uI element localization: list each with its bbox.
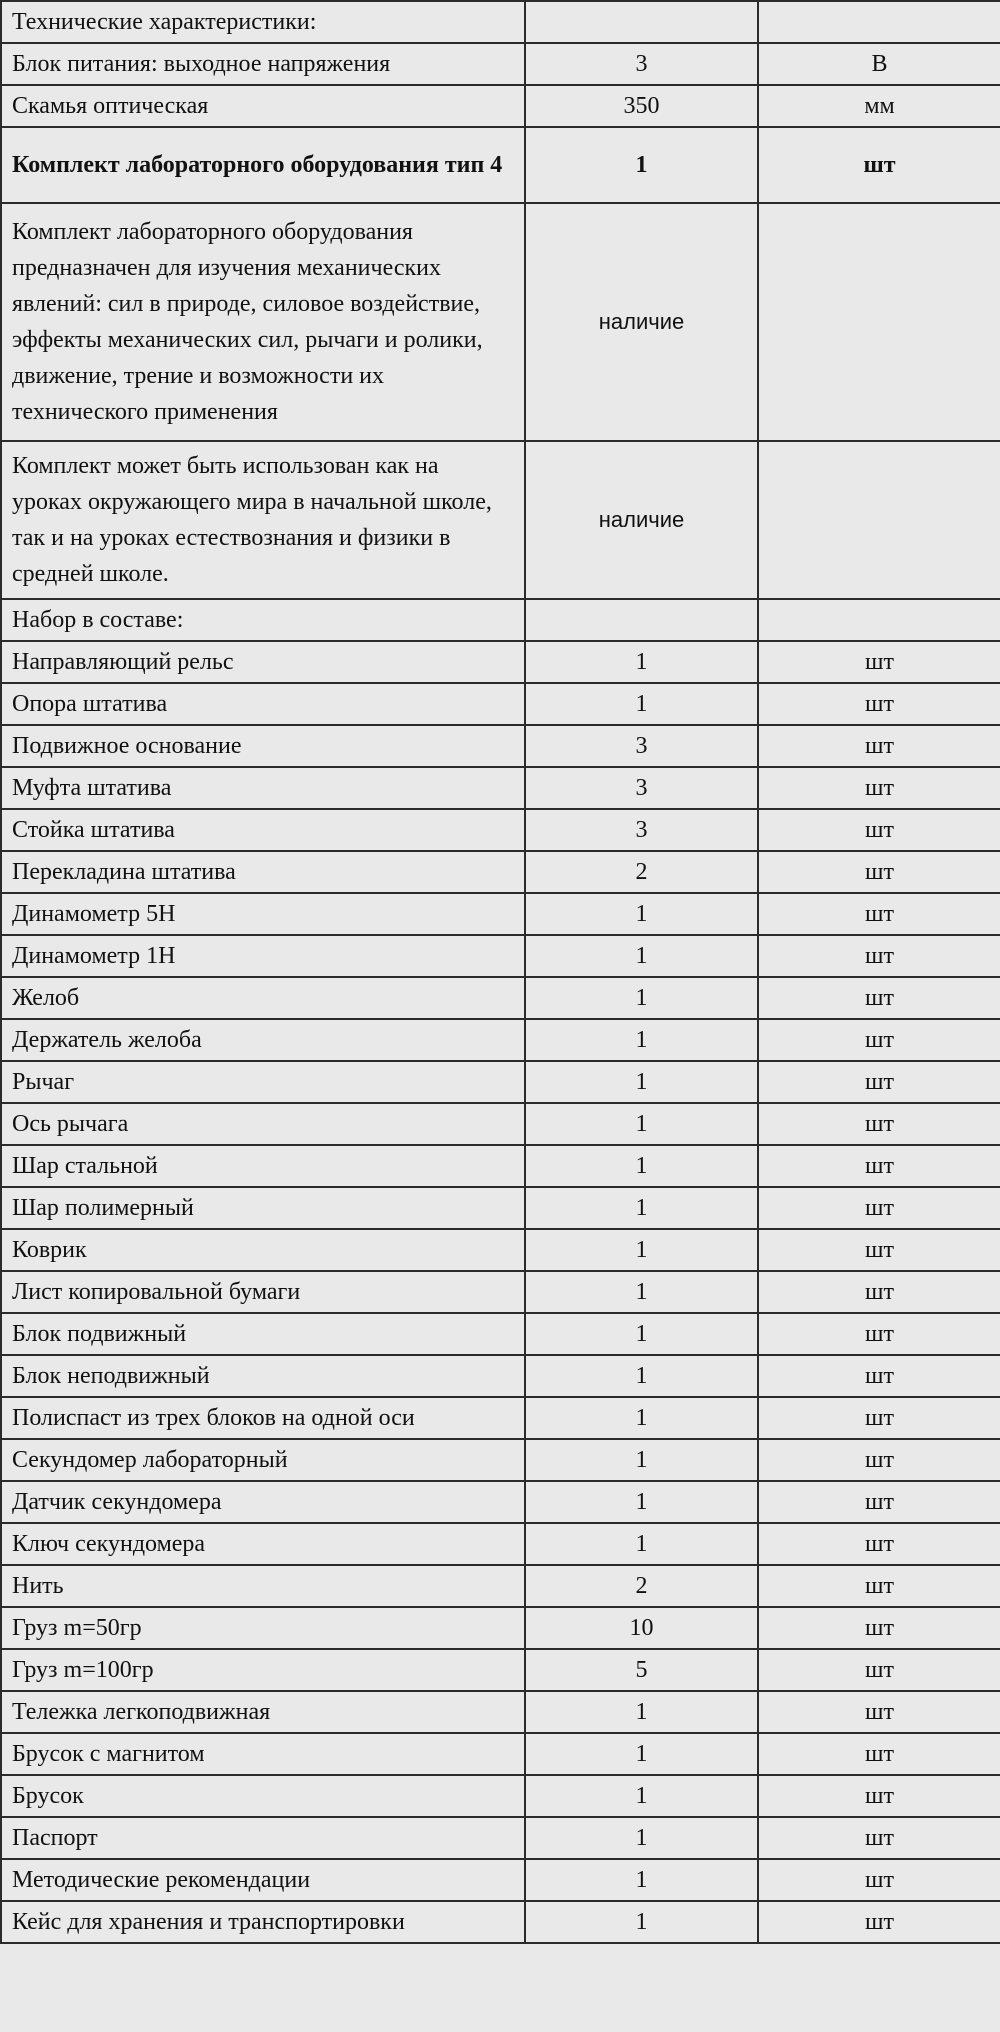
quantity-cell: 1 [525, 1523, 758, 1565]
table-row [1, 1733, 1000, 1775]
table-row [1, 1103, 1000, 1145]
unit-cell: шт [758, 725, 1000, 767]
item-name-cell: Желоб [1, 977, 525, 1019]
unit-cell: шт [758, 1397, 1000, 1439]
unit-cell [758, 599, 1000, 641]
unit-cell: шт [758, 893, 1000, 935]
item-name-cell: Нить [1, 1565, 525, 1607]
quantity-cell: 1 [525, 1901, 758, 1943]
table-row [1, 1523, 1000, 1565]
table-row [1, 1439, 1000, 1481]
unit-cell: шт [758, 1481, 1000, 1523]
item-name-cell: Направляющий рельс [1, 641, 525, 683]
item-name-cell: Груз m=100гр [1, 1649, 525, 1691]
item-name-cell: Ключ секундомера [1, 1523, 525, 1565]
unit-cell: шт [758, 851, 1000, 893]
unit-cell: шт [758, 1565, 1000, 1607]
item-name-cell: Блок питания: выходное напряжения [1, 43, 525, 85]
table-row [1, 1397, 1000, 1439]
unit-cell: шт [758, 977, 1000, 1019]
quantity-cell: 3 [525, 43, 758, 85]
item-name-cell: Подвижное основание [1, 725, 525, 767]
table-row [1, 725, 1000, 767]
item-name-cell: Опора штатива [1, 683, 525, 725]
quantity-cell: 1 [525, 1229, 758, 1271]
quantity-cell: 1 [525, 1859, 758, 1901]
table-row [1, 1607, 1000, 1649]
quantity-cell: 1 [525, 1019, 758, 1061]
quantity-cell: 1 [525, 1775, 758, 1817]
unit-cell: шт [758, 1649, 1000, 1691]
table-row [1, 43, 1000, 85]
item-name-cell: Динамометр 5Н [1, 893, 525, 935]
quantity-cell: 3 [525, 725, 758, 767]
table-row [1, 1019, 1000, 1061]
item-name-cell: Комплект лабораторного оборудования тип 4 [1, 127, 525, 203]
quantity-cell: 1 [525, 1397, 758, 1439]
table-row [1, 1649, 1000, 1691]
quantity-cell: 1 [525, 1355, 758, 1397]
quantity-cell: 1 [525, 1313, 758, 1355]
item-name-cell: Секундомер лабораторный [1, 1439, 525, 1481]
table-row [1, 809, 1000, 851]
table-row [1, 1481, 1000, 1523]
table-row [1, 1313, 1000, 1355]
quantity-cell: 1 [525, 683, 758, 725]
unit-cell: шт [758, 1229, 1000, 1271]
quantity-cell: 1 [525, 1061, 758, 1103]
item-name-cell: Полиспаст из трех блоков на одной оси [1, 1397, 525, 1439]
unit-cell: шт [758, 1439, 1000, 1481]
unit-cell: шт [758, 1775, 1000, 1817]
item-name-cell: Методические рекомендации [1, 1859, 525, 1901]
item-name-cell: Муфта штатива [1, 767, 525, 809]
quantity-cell: 1 [525, 1691, 758, 1733]
table-row [1, 1229, 1000, 1271]
table-row [1, 1565, 1000, 1607]
quantity-cell: 1 [525, 1817, 758, 1859]
unit-cell: шт [758, 935, 1000, 977]
unit-cell: шт [758, 1523, 1000, 1565]
specification-table-body [1, 1, 1000, 1943]
item-name-cell: Скамья оптическая [1, 85, 525, 127]
table-row [1, 1817, 1000, 1859]
quantity-cell: 1 [525, 641, 758, 683]
unit-cell: шт [758, 1313, 1000, 1355]
table-row [1, 127, 1000, 203]
quantity-cell: наличие [525, 203, 758, 441]
quantity-cell: 2 [525, 851, 758, 893]
table-row [1, 1901, 1000, 1943]
table-row [1, 641, 1000, 683]
table-row [1, 977, 1000, 1019]
item-name-cell: Перекладина штатива [1, 851, 525, 893]
table-row [1, 85, 1000, 127]
quantity-cell [525, 1, 758, 43]
item-name-cell: Датчик секундомера [1, 1481, 525, 1523]
item-name-cell: Держатель желоба [1, 1019, 525, 1061]
unit-cell: мм [758, 85, 1000, 127]
item-name-cell: Брусок с магнитом [1, 1733, 525, 1775]
item-name-cell: Комплект может быть использован как на уроках окружающего мира в начальной школе, так и на уроках естествознания и физики в средней школе. [1, 441, 525, 599]
unit-cell: шт [758, 1691, 1000, 1733]
quantity-cell: 3 [525, 767, 758, 809]
quantity-cell: 350 [525, 85, 758, 127]
unit-cell: шт [758, 127, 1000, 203]
item-name-cell: Брусок [1, 1775, 525, 1817]
item-name-cell: Кейс для хранения и транспортировки [1, 1901, 525, 1943]
item-name-cell: Паспорт [1, 1817, 525, 1859]
quantity-cell: 1 [525, 1271, 758, 1313]
item-name-cell: Динамометр 1Н [1, 935, 525, 977]
quantity-cell: 3 [525, 809, 758, 851]
unit-cell: шт [758, 1271, 1000, 1313]
table-row [1, 1, 1000, 43]
item-name-cell: Комплект лабораторного оборудования предназначен для изучения механических явлений: сил в природе, силовое воздействие, эффекты механических сил, рычаги и ролики, движение, трение и возможности их технического применения [1, 203, 525, 441]
unit-cell: шт [758, 767, 1000, 809]
unit-cell: шт [758, 1145, 1000, 1187]
table-row [1, 599, 1000, 641]
quantity-cell: 1 [525, 1187, 758, 1229]
unit-cell: В [758, 43, 1000, 85]
quantity-cell: 1 [525, 1145, 758, 1187]
unit-cell: шт [758, 683, 1000, 725]
unit-cell: шт [758, 1019, 1000, 1061]
quantity-cell: 1 [525, 1103, 758, 1145]
quantity-cell: 1 [525, 127, 758, 203]
table-row [1, 935, 1000, 977]
item-name-cell: Шар полимерный [1, 1187, 525, 1229]
table-row [1, 1271, 1000, 1313]
quantity-cell: наличие [525, 441, 758, 599]
item-name-cell: Шар стальной [1, 1145, 525, 1187]
item-name-cell: Коврик [1, 1229, 525, 1271]
unit-cell: шт [758, 1103, 1000, 1145]
table-row [1, 767, 1000, 809]
item-name-cell: Набор в составе: [1, 599, 525, 641]
item-name-cell: Блок подвижный [1, 1313, 525, 1355]
table-row [1, 203, 1000, 441]
unit-cell: шт [758, 1901, 1000, 1943]
quantity-cell: 1 [525, 893, 758, 935]
unit-cell: шт [758, 1355, 1000, 1397]
table-row [1, 441, 1000, 599]
item-name-cell: Стойка штатива [1, 809, 525, 851]
quantity-cell: 5 [525, 1649, 758, 1691]
quantity-cell: 1 [525, 935, 758, 977]
table-row [1, 1145, 1000, 1187]
quantity-cell: 10 [525, 1607, 758, 1649]
table-row [1, 1061, 1000, 1103]
unit-cell: шт [758, 1187, 1000, 1229]
unit-cell: шт [758, 1733, 1000, 1775]
item-name-cell: Блок неподвижный [1, 1355, 525, 1397]
unit-cell: шт [758, 809, 1000, 851]
unit-cell: шт [758, 1607, 1000, 1649]
quantity-cell [525, 599, 758, 641]
table-row [1, 1859, 1000, 1901]
item-name-cell: Груз m=50гр [1, 1607, 525, 1649]
quantity-cell: 2 [525, 1565, 758, 1607]
quantity-cell: 1 [525, 977, 758, 1019]
quantity-cell: 1 [525, 1733, 758, 1775]
quantity-cell: 1 [525, 1439, 758, 1481]
table-row [1, 1187, 1000, 1229]
table-row [1, 1691, 1000, 1733]
table-row [1, 1775, 1000, 1817]
unit-cell [758, 203, 1000, 441]
item-name-cell: Тележка легкоподвижная [1, 1691, 525, 1733]
unit-cell: шт [758, 1859, 1000, 1901]
unit-cell: шт [758, 1061, 1000, 1103]
unit-cell: шт [758, 641, 1000, 683]
unit-cell: шт [758, 1817, 1000, 1859]
table-row [1, 683, 1000, 725]
unit-cell [758, 441, 1000, 599]
item-name-cell: Ось рычага [1, 1103, 525, 1145]
table-row [1, 851, 1000, 893]
table-row [1, 893, 1000, 935]
quantity-cell: 1 [525, 1481, 758, 1523]
item-name-cell: Рычаг [1, 1061, 525, 1103]
item-name-cell: Технические характеристики: [1, 1, 525, 43]
unit-cell [758, 1, 1000, 43]
item-name-cell: Лист копировальной бумаги [1, 1271, 525, 1313]
table-row [1, 1355, 1000, 1397]
